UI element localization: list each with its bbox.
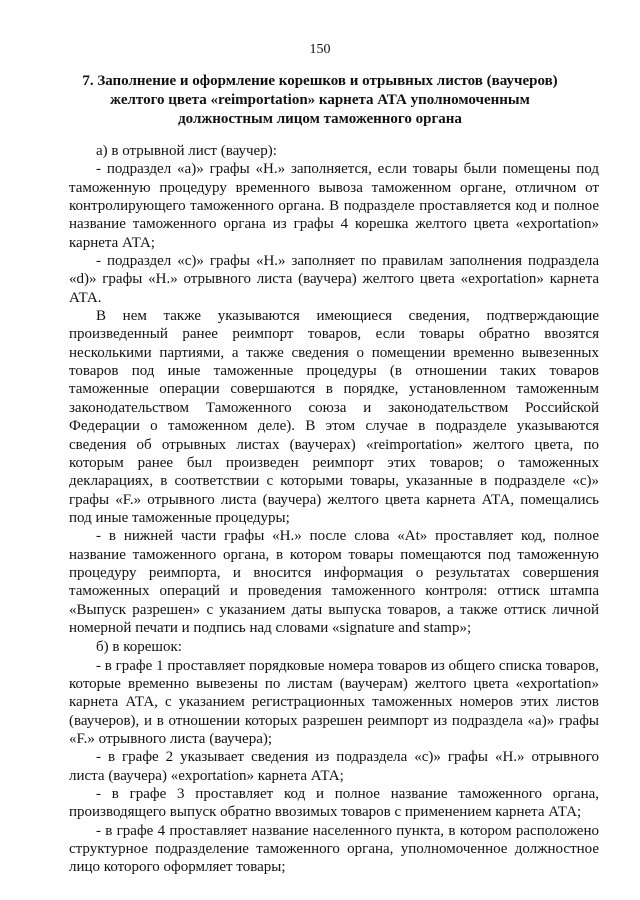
- paragraph: - в графе 1 проставляет порядковые номера товаров из общего списка товаров, которые временно вывезены по листам (ваучерам) желтого цвета «exportation» карнета АТА, с указанием регистрационных таможенных номеров этих листов (ваучеров), и в отношении которых разрешен реимпорт из подраздела «а)» графы «F.» отрывного листа (ваучера);: [69, 657, 599, 747]
- section-heading: 7. Заполнение и оформление корешков и отрывных листов (ваучеров) желтого цвета «reimportation» карнета АТА уполномоченным должностным лицом таможенного органа: [82, 73, 558, 127]
- paragraph: - в графе 3 проставляет код и полное название таможенного органа, производящего выпуск обратно ввозимых товаров с применением карнета АТА;: [69, 786, 599, 821]
- paragraph-voucher-intro: а) в отрывной лист (ваучер):: [96, 143, 277, 159]
- paragraph-stub-intro: б) в корешок:: [96, 639, 182, 656]
- paragraph: - в нижней части графы «H.» после слова «At» проставляет код, полное название таможенного органа, в котором товары помещаются под таможенную процедуру реимпорта, и вносится информация о результатах совершения таможенных операций и проведения таможенного контроля: оттиск штампа «Выпуск разрешен» с указанием даты выпуска товаров, а также оттиск личной номерной печати и подпись над словами «signature and stamp»;: [69, 528, 599, 636]
- page-number: 150: [309, 42, 331, 57]
- paragraph: - подраздел «с)» графы «H.» заполняет по правилам заполнения подраздела «d)» графы «H.» отрывного листа (ваучера) желтого цвета «exportation» карнета АТА.: [69, 253, 599, 306]
- paragraph: - в графе 2 указывает сведения из подраздела «с)» графы «H.» отрывного листа (ваучера) «exportation» карнета АТА;: [69, 749, 599, 784]
- paragraph: - подраздел «а)» графы «H.» заполняется, если товары были помещены под таможенную процедуру временного вывоза таможенном органе, отличном от контролирующего таможенного органа. В подразделе проставляется код и полное название таможенного органа из графы 4 корешка желтого цвета «exportation» карнета АТА;: [69, 161, 599, 251]
- paragraph: - в графе 4 проставляет название населенного пункта, в котором расположено структурное подразделение таможенного органа, уполномоченное должностное лицо которого оформляет товары;: [69, 822, 599, 876]
- paragraph: В нем также указываются имеющиеся сведения, подтверждающие произведенный ранее реимпорт товаров, если товары обратно ввозятся несколькими партиями, а также сведения о помещении временно вывезенных товаров под иные таможенные процедуры (в отношении таких товаров таможенные операции совершаются в порядке, установленном таможенным законодательством Таможенного союза и законодательством Российской Федерации о таможенном деле). В этом случае в подразделе указываются сведения об отрывных листах (ваучерах) «reimportation» желтого цвета, по которым ранее был произведен реимпорт этих товаров; о таможенных декларациях, в соответствии с которыми товары, указанные в подразделе «с)» графы «F.» отрывного листа (ваучера) желтого цвета карнета АТА, помещались под иные таможенные процедуры;: [69, 308, 599, 526]
- document-body: [69, 142, 599, 877]
